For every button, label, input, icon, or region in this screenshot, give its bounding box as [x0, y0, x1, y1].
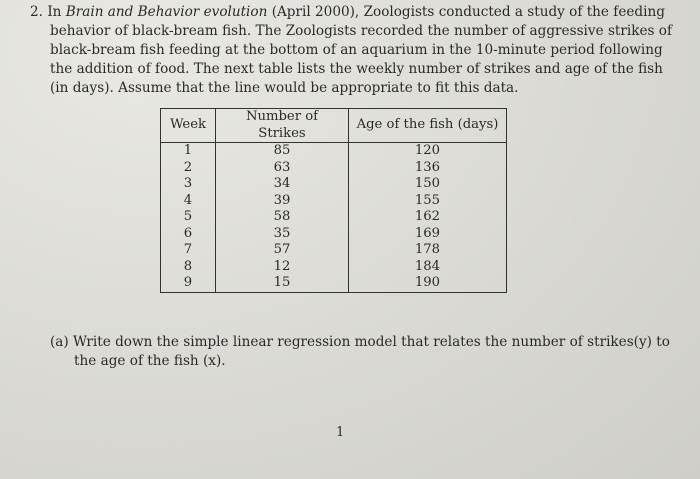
table-row: [161, 160, 507, 177]
problem-intro: In: [47, 4, 62, 20]
cell-age: 162: [349, 209, 507, 226]
cell-age: 155: [349, 193, 507, 210]
cell-age: 136: [349, 160, 507, 177]
cell-strikes: 15: [216, 275, 349, 292]
cell-strikes: 57: [216, 242, 349, 259]
cell-strikes: 34: [216, 176, 349, 193]
page-number: 1: [336, 425, 345, 440]
problem-statement: [30, 3, 675, 98]
problem-body: (April 2000), Zoologists conducted a study of the feeding behavior of black-bream fish. The Zoologists recorded the number of aggressive strikes of black-bream fish feeding at the bottom of an aquarium in the 10-minute period following the addition of food. The next table lists the weekly number of strikes and age of the fish (in days). Assume that the line would be appropriate to fit this data.: [50, 4, 673, 96]
header-strikes: Number of Strikes: [216, 109, 349, 143]
cell-week: 3: [161, 176, 216, 193]
table-row: [161, 193, 507, 210]
cell-strikes: 85: [216, 143, 349, 160]
cell-week: 5: [161, 209, 216, 226]
cell-week: 4: [161, 193, 216, 210]
problem-number: 2.: [30, 4, 43, 20]
cell-age: 169: [349, 226, 507, 243]
cell-age: 184: [349, 259, 507, 276]
cell-strikes: 12: [216, 259, 349, 276]
header-week: Week: [161, 109, 216, 143]
source-title: Brain and Behavior evolution: [65, 4, 268, 20]
table-header-row: [161, 109, 507, 143]
part-a-paragraph: [50, 333, 675, 371]
table-row: [161, 143, 507, 160]
cell-strikes: 63: [216, 160, 349, 177]
table-row: [161, 209, 507, 226]
data-table: [160, 108, 507, 293]
part-a-label: (a): [50, 334, 69, 350]
cell-strikes: 35: [216, 226, 349, 243]
cell-age: 150: [349, 176, 507, 193]
table-row: [161, 242, 507, 259]
cell-age: 178: [349, 242, 507, 259]
cell-week: 6: [161, 226, 216, 243]
cell-week: 7: [161, 242, 216, 259]
table-row: [161, 226, 507, 243]
cell-strikes: 58: [216, 209, 349, 226]
cell-week: 2: [161, 160, 216, 177]
table-row: [161, 275, 507, 292]
part-a-text: Write down the simple linear regression model that relates the number of strikes(y) to the age of the fish (x).: [73, 334, 670, 369]
cell-age: 190: [349, 275, 507, 292]
cell-strikes: 39: [216, 193, 349, 210]
cell-week: 9: [161, 275, 216, 292]
cell-week: 1: [161, 143, 216, 160]
part-a-question: [50, 333, 675, 371]
cell-week: 8: [161, 259, 216, 276]
table-row: [161, 176, 507, 193]
table-row: [161, 259, 507, 276]
header-age: Age of the fish (days): [349, 109, 507, 143]
problem-paragraph: [30, 3, 675, 98]
data-table-container: [160, 108, 507, 293]
cell-age: 120: [349, 143, 507, 160]
